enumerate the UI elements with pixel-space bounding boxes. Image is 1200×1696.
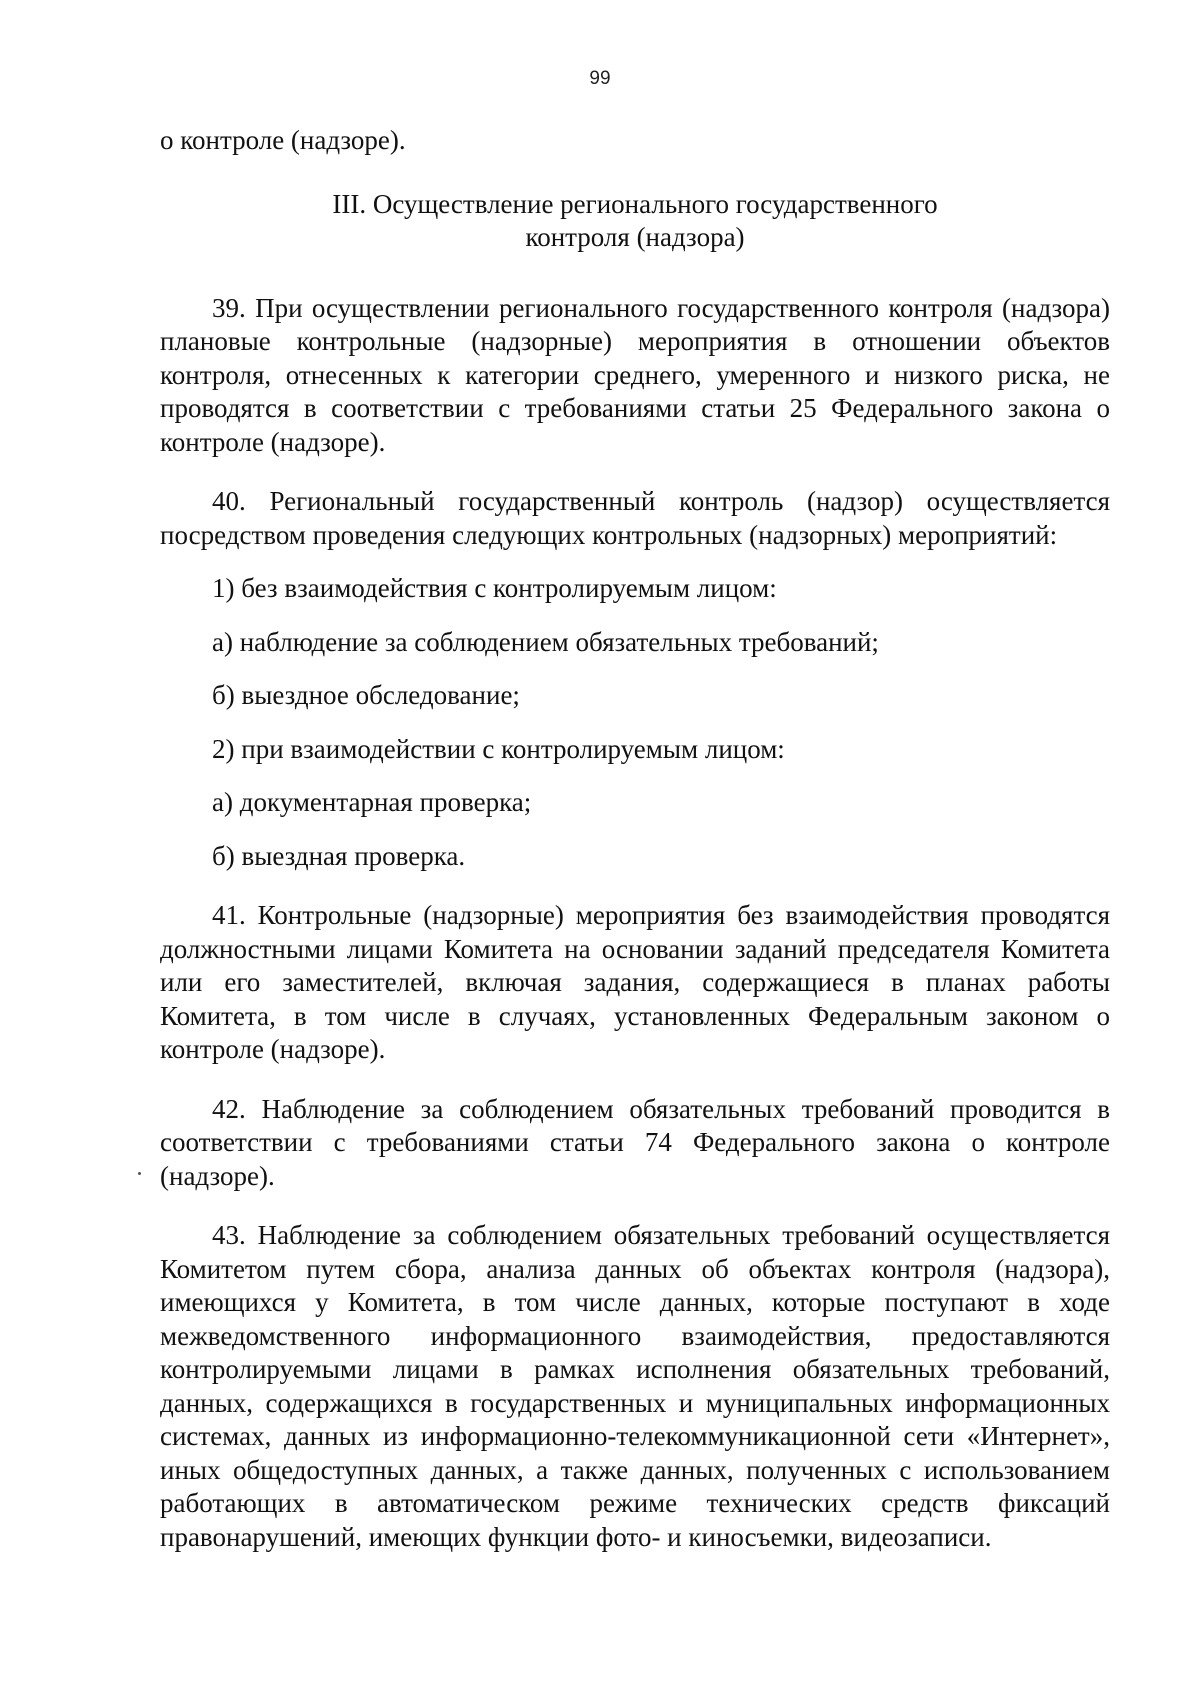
list-item: 1) без взаимодействия с контролируемым лицом:: [212, 573, 777, 603]
paragraph-43: 43. Наблюдение за соблюдением обязательных требований осуществляется Комитетом путем сбора, анализа данных об объектах контроля (надзора), имеющихся у Комитета, в том числе данных, которые поступают в ходе межведомственного информационного взаимодействия, предоставляются контролируемыми лицами в рамках исполнения обязательных требований, данных, содержащихся в государственных и муниципальных информационных системах, данных из информационно-телекоммуникационной сети «Интернет», иных общедоступных данных, а также данных, полученных с использованием работающих в автоматическом режиме технических средств фиксаций правонарушений, имеющих функции фото- и киносъемки, видеозаписи.: [160, 1220, 1110, 1552]
list-item: 2) при взаимодействии с контролируемым лицом:: [212, 733, 785, 764]
paragraph-40: 40. Региональный государственный контроль (надзор) осуществляется посредством проведения следующих контрольных (надзорных) мероприятий:: [160, 486, 1110, 550]
continued-text: о контроле (надзоре).: [160, 125, 406, 155]
list-item: б) выездное обследование;: [212, 680, 520, 710]
section-heading-line-2: контроля (надзора): [525, 221, 745, 252]
list-item: а) документарная проверка;: [212, 787, 532, 817]
list-item: б) выездная проверка.: [212, 840, 466, 871]
page-number: 99: [589, 68, 611, 89]
document-body: [160, 124, 1110, 1554]
section-heading-line-1: III. Осуществление регионального государственного: [332, 188, 938, 219]
section-heading: [160, 188, 1110, 254]
paragraph-41: 41. Контрольные (надзорные) мероприятия без взаимодействия проводятся должностными лицами Комитета на основании заданий председателя Комитета или его заместителей, включая задания, содержащиеся в планах работы Комитета, в том числе в случаях, установленных Федеральным законом о контроле (надзоре).: [160, 900, 1110, 1064]
list-item: а) наблюдение за соблюдением обязательных требований;: [212, 626, 879, 657]
scan-dot: [138, 1172, 141, 1175]
paragraph-42: 42. Наблюдение за соблюдением обязательных требований проводится в соответствии с требованиями статьи 74 Федерального закона о контроле (надзоре).: [160, 1093, 1110, 1191]
paragraph-39: 39. При осуществлении регионального государственного контроля (надзора) плановые контрольные (надзорные) мероприятия в отношении объектов контроля, отнесенных к категории среднего, умеренного и низкого риска, не проводятся в соответствии с требованиями статьи 25 Федерального закона о контроле (надзоре).: [160, 292, 1110, 457]
